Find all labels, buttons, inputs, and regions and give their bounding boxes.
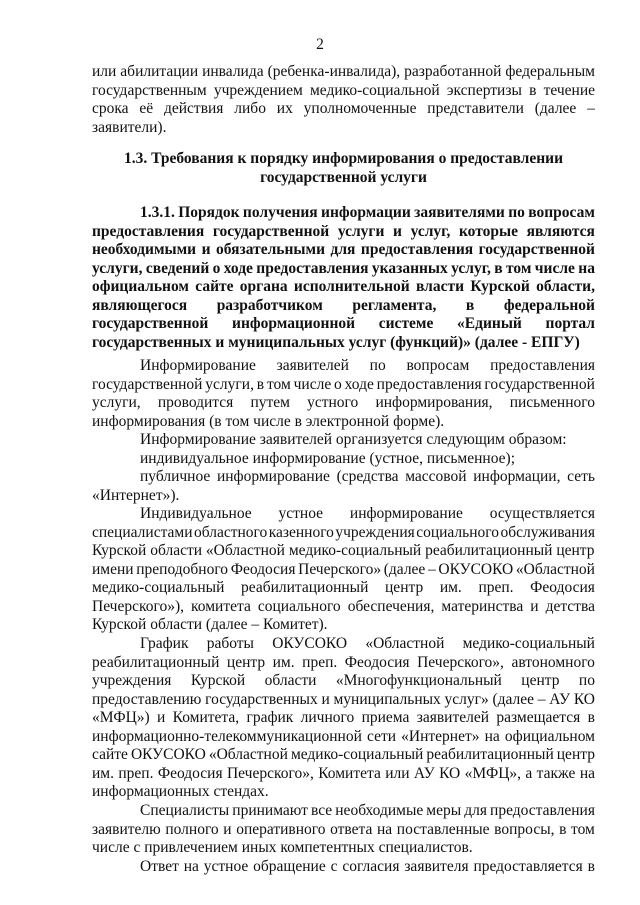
subsection-heading-line: государственных и муниципальных услуг (функций)» (далее - ЕПГУ) <box>92 333 580 351</box>
word: Ответ <box>140 858 179 875</box>
word: по <box>508 204 525 221</box>
word: преп. <box>478 579 514 596</box>
word: им. <box>272 653 295 671</box>
word: экспертизы <box>446 81 522 99</box>
intro-line: заявители). <box>92 118 167 136</box>
word: вопросы, <box>494 820 555 838</box>
word: в <box>465 296 475 314</box>
word: в <box>494 259 503 277</box>
word: для <box>464 802 487 819</box>
word: регламента, <box>352 296 437 314</box>
word: либо <box>234 100 266 117</box>
paragraph-line <box>92 598 595 617</box>
word: инвалида <box>202 63 264 80</box>
word: материнства <box>441 597 524 615</box>
word: согласия <box>342 858 400 875</box>
word: заявителя <box>404 858 469 875</box>
word: Феодосия <box>344 653 410 671</box>
paragraph-line <box>92 505 595 524</box>
intro-line <box>92 63 595 82</box>
word: информирование <box>216 468 330 485</box>
word: сведений <box>145 259 210 277</box>
paragraph-line <box>92 821 595 840</box>
word: в <box>587 858 595 875</box>
word: АУ <box>413 764 435 782</box>
section-heading-line: государственной услуги <box>260 168 427 186</box>
word: том <box>266 375 291 393</box>
word: информационной <box>232 315 356 332</box>
word: преп. <box>118 764 154 782</box>
word: в <box>587 709 595 726</box>
page-number: 2 <box>316 36 324 53</box>
word: медико-социальный <box>92 579 225 596</box>
paragraph-line <box>92 654 595 673</box>
paragraph-line: Курской области (далее – Комитет). <box>92 616 328 633</box>
word: ОКУСОКО <box>272 635 348 652</box>
word: государственной <box>92 315 209 332</box>
word: имени <box>92 560 134 578</box>
word: сеть <box>567 468 595 485</box>
word: системе <box>378 315 434 332</box>
paragraph-line: Курской области «Областной медико-социальный реабилитационный центр <box>92 542 595 559</box>
word: получения <box>242 204 318 221</box>
word: – <box>587 100 595 117</box>
word: Печерского», <box>226 764 314 782</box>
word: их <box>276 100 293 117</box>
word: ходе <box>223 259 253 277</box>
word: разработанной <box>404 63 502 80</box>
paragraph-specialists <box>92 802 595 858</box>
word: государственной <box>212 222 330 240</box>
paragraph-line <box>92 709 595 728</box>
paragraph-line: числе с привлечением иных компетентных специалистов. <box>92 839 473 856</box>
word: – <box>427 560 436 578</box>
word: необходимыми <box>92 241 197 258</box>
word: абилитации <box>120 63 199 80</box>
word: реабилитационный <box>426 746 554 763</box>
word: ответа <box>330 820 373 838</box>
word: центр <box>521 672 560 689</box>
word: ходе <box>344 375 374 393</box>
word: «Многофункциональный <box>335 672 502 689</box>
word: центр <box>226 653 266 671</box>
paragraph-line <box>92 468 595 487</box>
intro-paragraph <box>92 63 595 137</box>
word: приема <box>361 709 410 726</box>
word: том <box>571 820 595 838</box>
paragraph-line <box>92 376 595 395</box>
word: автономного <box>511 653 595 671</box>
word: являются <box>526 222 595 240</box>
word: и <box>393 222 402 240</box>
word: представители <box>427 100 524 117</box>
section-heading-line: 1.3. Требования к порядку информирования о предоставлении <box>123 150 564 167</box>
word: на <box>484 727 500 745</box>
word: разработчиком <box>216 296 323 314</box>
word: «Областной <box>515 560 595 578</box>
paragraph-individual <box>92 450 595 469</box>
intro-line <box>92 82 595 101</box>
word: Комитета, <box>172 709 240 726</box>
word: услуг» <box>444 690 489 708</box>
word: (далее <box>534 100 577 117</box>
paragraph-line <box>92 858 595 877</box>
paragraph-oral-answer <box>92 858 595 877</box>
word: также <box>536 764 576 782</box>
word: сайте <box>195 278 234 295</box>
word: указанных <box>371 259 448 277</box>
word: учреждения <box>92 672 172 689</box>
subsection-heading-line <box>92 315 595 334</box>
word: комитета <box>191 597 251 615</box>
word: о <box>334 375 342 393</box>
word: (далее <box>383 560 426 578</box>
subsection-heading-line <box>92 204 595 223</box>
word: КО <box>573 690 595 708</box>
word: власти <box>416 278 465 295</box>
word: Печерского» <box>298 560 382 578</box>
word: для <box>330 241 356 258</box>
paragraph-line <box>92 765 595 784</box>
word: заявителями <box>414 204 505 221</box>
paragraph-line <box>92 635 595 654</box>
word: размещается <box>496 709 581 726</box>
word: о <box>212 259 221 277</box>
word: реабилитационный <box>241 579 369 596</box>
word: информации, <box>473 468 561 485</box>
word: предоставления <box>360 241 474 258</box>
word: на <box>377 820 393 838</box>
word: «Областной <box>208 746 288 763</box>
word: государственным <box>92 81 207 99</box>
word: и <box>321 690 330 708</box>
intro-line <box>92 100 595 119</box>
word: информирование <box>349 505 463 522</box>
paragraph-line <box>92 561 595 580</box>
word: центр <box>556 746 595 763</box>
word: государственной <box>92 375 203 393</box>
word: оперативного <box>236 820 326 838</box>
paragraph-line <box>92 746 595 765</box>
paragraph-schedule <box>92 635 595 802</box>
word: Феодосия <box>530 579 595 596</box>
word: услуг, <box>451 259 491 277</box>
word: «Интернет» <box>401 727 480 745</box>
word: осуществляется <box>489 505 595 522</box>
word: с <box>330 858 338 875</box>
paragraph-oral-informing <box>92 505 595 635</box>
word: а <box>525 764 533 782</box>
paragraph-informing <box>92 357 595 431</box>
paragraph-line <box>92 357 595 376</box>
word: ОКУСОКО <box>130 746 206 763</box>
word: её <box>139 100 154 117</box>
word: срока <box>92 100 129 117</box>
word: предоставления <box>490 802 595 819</box>
word: числе <box>293 375 332 393</box>
paragraph-line <box>92 691 595 710</box>
word: Феодосия <box>157 764 223 782</box>
word: поставленные <box>396 820 490 838</box>
word: на <box>183 858 199 875</box>
paragraph-line: Информирование заявителей организуется следующим образом: <box>140 431 567 448</box>
word: «МФЦ») <box>92 709 150 726</box>
word: публичное <box>140 468 211 485</box>
word: устное <box>203 858 249 875</box>
word: необходимые <box>335 802 424 819</box>
word: или <box>92 63 117 80</box>
word: Комитета <box>318 764 381 782</box>
word: казенного <box>268 523 334 541</box>
subsection-heading-line <box>92 223 595 242</box>
paragraph-line <box>92 802 595 821</box>
word: обязательными <box>216 241 325 258</box>
word: устного <box>307 394 359 411</box>
word: преп. <box>302 653 338 671</box>
word: течение <box>543 81 595 99</box>
subsection-heading <box>92 204 595 352</box>
word: и <box>223 820 232 838</box>
word: социального <box>416 523 499 541</box>
word: заявителей <box>416 709 490 726</box>
word: областного <box>193 523 268 541</box>
word: или <box>385 764 410 782</box>
word: заявителю <box>92 820 161 838</box>
word: Порядок <box>178 204 240 221</box>
word: реабилитационный <box>92 653 220 671</box>
word: информации <box>321 204 411 221</box>
word: социального <box>257 597 341 615</box>
word: органа <box>239 278 288 295</box>
paragraph-organization <box>92 431 595 450</box>
word: муниципальных <box>333 690 441 708</box>
word: центр <box>385 579 424 596</box>
word: услуг, <box>410 222 451 240</box>
word: график <box>246 709 294 726</box>
word: проводится <box>157 394 234 411</box>
word: Индивидуальное <box>140 505 252 522</box>
word: путем <box>250 394 290 411</box>
word: ОКУСОКО <box>438 560 514 578</box>
word: государственных <box>205 690 318 708</box>
word: действия <box>163 100 224 117</box>
word: (ребенка-инвалида), <box>267 63 401 80</box>
word: государственной <box>484 375 595 393</box>
word: устное <box>278 505 324 522</box>
word: исполнительной <box>293 278 410 295</box>
word: по <box>578 672 595 689</box>
word: на <box>579 764 595 782</box>
word: График <box>140 635 189 652</box>
word: массовой <box>405 468 467 485</box>
paragraph-line <box>92 394 595 413</box>
word: заявителей <box>276 357 349 374</box>
word: информационно-телекоммуникационной <box>92 727 362 745</box>
word: услуги <box>337 222 385 240</box>
word: являющегося <box>92 296 188 314</box>
word: предоставления <box>92 222 205 240</box>
word: «МФЦ», <box>464 764 522 782</box>
word: в <box>529 81 537 99</box>
word: сайте <box>92 746 128 763</box>
paragraph-line: «Интернет»). <box>92 486 180 504</box>
word: детства <box>545 597 595 615</box>
word: сети <box>367 727 397 745</box>
word: (средства <box>336 468 399 485</box>
word: Феодосия <box>230 560 296 578</box>
paragraph-public <box>92 468 595 505</box>
word: Курской <box>470 278 530 295</box>
word: и <box>530 597 539 615</box>
word: официальном <box>92 278 189 295</box>
word: КО <box>439 764 461 782</box>
word: учреждения <box>335 523 415 541</box>
paragraph-line: информационных стендах. <box>92 783 269 800</box>
paragraph-line <box>92 672 595 691</box>
word: – <box>537 690 546 708</box>
subsection-heading-line <box>92 278 595 297</box>
word: письменного <box>509 394 595 411</box>
paragraph-line <box>92 728 595 747</box>
word: принимают <box>232 802 308 819</box>
subsection-heading-line <box>92 260 595 279</box>
word: медико-социальный <box>462 635 595 652</box>
word: том <box>506 259 532 277</box>
word: числе <box>534 259 575 277</box>
word: предоставления <box>256 259 369 277</box>
subsection-heading-line <box>92 297 595 316</box>
word: услуги, <box>92 259 143 277</box>
word: предоставлению <box>92 690 202 708</box>
word: услуги, <box>205 375 254 393</box>
word: «Областной <box>365 635 445 652</box>
word: преподобного <box>136 560 229 578</box>
word: федеральной <box>503 296 595 314</box>
section-heading <box>92 150 595 187</box>
word: которые <box>458 222 518 240</box>
word: (далее <box>492 690 535 708</box>
word: АУ <box>549 690 571 708</box>
word: области, <box>536 278 595 295</box>
word: и <box>201 241 211 258</box>
word: государственной <box>478 241 595 258</box>
word: Печерского»), <box>92 597 184 615</box>
word: по <box>369 357 386 374</box>
word: специалистами <box>92 523 193 541</box>
word: информирования, <box>375 394 493 411</box>
word: меры <box>426 802 462 819</box>
word: федеральным <box>505 63 595 80</box>
word: обеспечения, <box>347 597 435 615</box>
word: обслуживания <box>500 523 595 541</box>
word: области <box>264 672 317 689</box>
word: все <box>311 802 333 819</box>
paragraph-line <box>92 524 595 543</box>
word: предоставляется <box>473 858 583 875</box>
paragraph-line: индивидуальное информирование (устное, письменное); <box>140 450 515 467</box>
word: в <box>559 820 567 838</box>
word: медико-социальной <box>309 81 440 99</box>
word: Специалисты <box>140 802 230 819</box>
word: 1.3.1. <box>140 204 175 221</box>
paragraph-line <box>92 579 595 598</box>
word: работы <box>206 635 254 652</box>
word: и <box>157 709 166 726</box>
word: портал <box>545 315 595 332</box>
word: медико-социальный <box>290 746 424 763</box>
word: Курской <box>190 672 246 689</box>
word: предоставления <box>490 357 595 374</box>
word: Информирование <box>140 357 256 374</box>
word: на <box>578 259 595 277</box>
subsection-heading-line <box>92 241 595 260</box>
word: в <box>256 375 265 393</box>
word: полного <box>165 820 219 838</box>
word: вопросам <box>528 204 595 221</box>
word: Печерского», <box>417 653 504 671</box>
word: предоставления <box>376 375 482 393</box>
word: вопросам <box>406 357 470 374</box>
word: личного <box>300 709 355 726</box>
word: «Единый <box>457 315 522 332</box>
word: официальном <box>504 727 595 745</box>
word: им. <box>439 579 462 596</box>
word: уполномоченные <box>303 100 417 117</box>
word: обращение <box>253 858 326 875</box>
word: учреждением <box>213 81 303 99</box>
paragraph-line: информирования (в том числе в электронной форме). <box>92 412 445 430</box>
word: услуги, <box>92 394 141 411</box>
word: им. <box>92 764 114 782</box>
